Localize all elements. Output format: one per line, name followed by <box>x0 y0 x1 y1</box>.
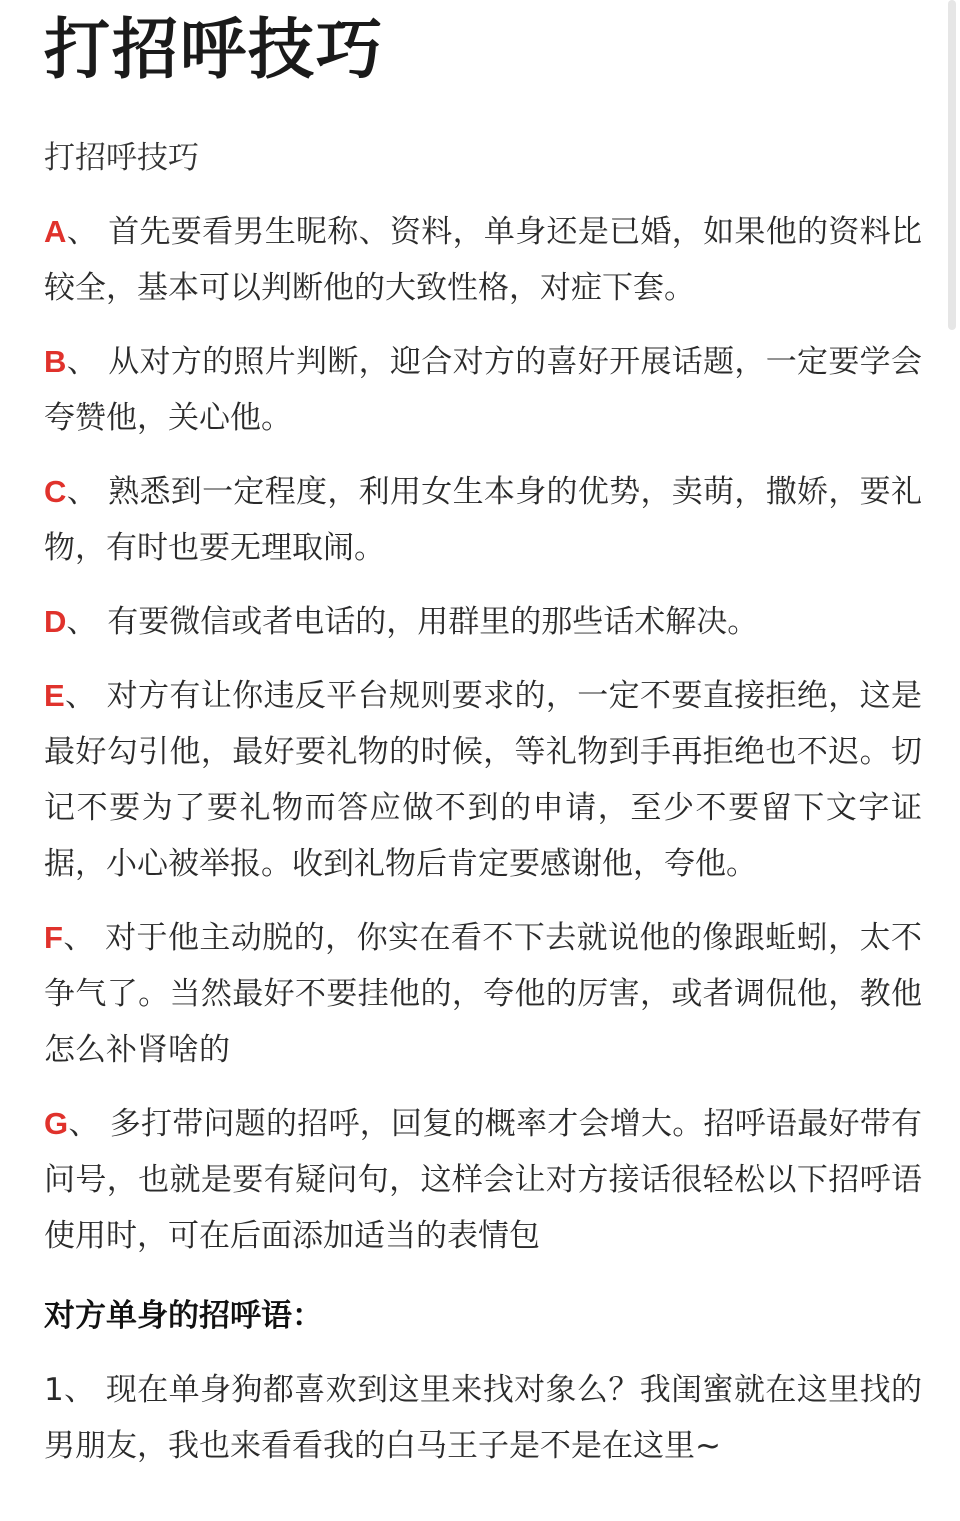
tip-paragraph-marker: E <box>44 678 65 713</box>
greeting-item-separator: 、 <box>63 1372 106 1408</box>
article <box>44 0 922 1474</box>
tip-paragraph-separator: 、 <box>66 214 109 250</box>
tip-paragraph-text: 有要微信或者电话的，用群里的那些话术解决。 <box>107 604 759 640</box>
tip-paragraph-text: 对方有让你违反平台规则要求的，一定不要直接拒绝，这是最好勾引他，最好要礼物的时候，等礼物到手再拒绝也不迟。切记不要为了要礼物而答应做不到的申请，至少不要留下文字证据，小心被举报。收到礼物后肯定要感谢他，夸他。 <box>44 678 923 882</box>
tip-paragraph-separator: 、 <box>68 1106 110 1142</box>
subtitle: 打招呼技巧 <box>44 140 199 176</box>
tip-paragraph <box>44 1096 922 1264</box>
tips-list <box>44 204 922 1264</box>
tip-paragraph-separator: 、 <box>62 920 106 956</box>
greeting-item-text: 现在单身狗都喜欢到这里来找对象么？我闺蜜就在这里找的男朋友，我也来看看我的白马王子是不是在这里~ <box>44 1372 922 1464</box>
tip-paragraph <box>44 464 922 576</box>
tip-paragraph-separator: 、 <box>66 344 109 380</box>
greeting-item <box>44 1362 922 1474</box>
tip-paragraph-text: 首先要看男生昵称、资料，单身还是已婚，如果他的资料比较全，基本可以判断他的大致性格，对症下套。 <box>44 214 922 306</box>
tip-paragraph <box>44 594 922 650</box>
tip-paragraph-text: 从对方的照片判断，迎合对方的喜好开展话题，一定要学会夸赞他，关心他。 <box>44 344 922 436</box>
greetings-list <box>44 1362 922 1474</box>
tip-paragraph-marker: G <box>44 1106 69 1141</box>
section-heading: 对方单身的招呼语： <box>44 1298 323 1334</box>
scrollbar-thumb[interactable] <box>948 0 956 330</box>
tip-paragraph-marker: B <box>44 344 67 379</box>
tip-paragraph-separator: 、 <box>66 474 109 510</box>
tip-paragraph <box>44 668 922 892</box>
tip-paragraph-text: 多打带问题的招呼，回复的概率才会增大。招呼语最好带有问号，也就是要有疑问句，这样会让对方接话很轻松以下招呼语使用时，可在后面添加适当的表情包 <box>44 1106 922 1254</box>
tip-paragraph-marker: F <box>44 920 63 955</box>
page-title: 打招呼技巧 <box>44 11 384 88</box>
tip-paragraph <box>44 334 922 446</box>
tip-paragraph-marker: D <box>44 604 67 639</box>
greeting-item-marker: 1 <box>44 1372 64 1408</box>
tip-paragraph-text: 熟悉到一定程度，利用女生本身的优势，卖萌，撒娇，要礼物，有时也要无理取闹。 <box>44 474 922 566</box>
tip-paragraph-marker: C <box>44 474 67 509</box>
tip-paragraph <box>44 204 922 316</box>
tip-paragraph-marker: A <box>44 214 67 249</box>
tip-paragraph-separator: 、 <box>64 678 107 714</box>
tip-paragraph <box>44 910 922 1078</box>
tip-paragraph-text: 对于他主动脱的，你实在看不下去就说他的像跟蚯蚓，太不争气了。当然最好不要挂他的，夸他的厉害，或者调侃他，教他怎么补肾啥的 <box>44 920 923 1068</box>
tip-paragraph-separator: 、 <box>66 604 108 640</box>
